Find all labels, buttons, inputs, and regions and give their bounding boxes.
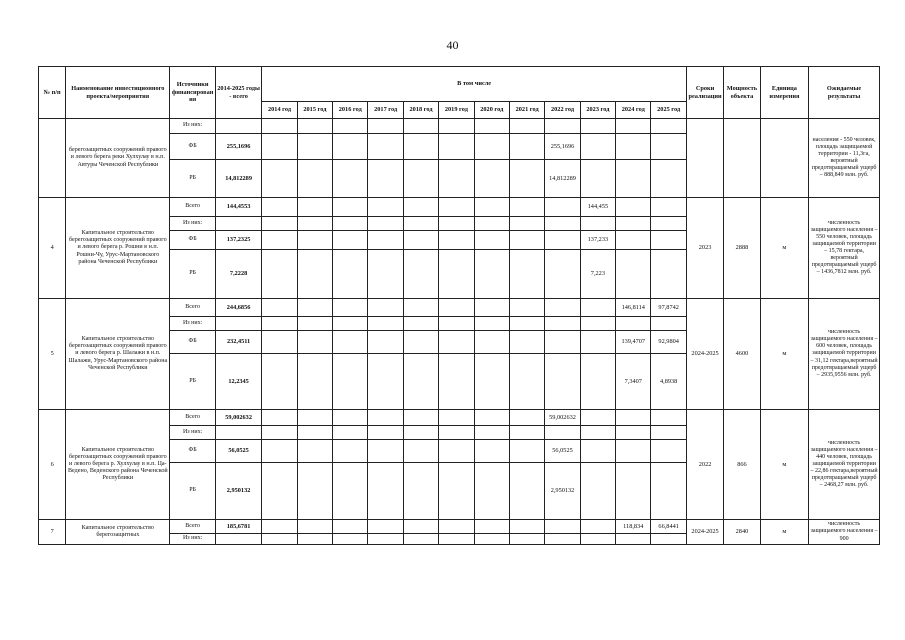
year-value: [474, 250, 509, 299]
total-value: 244,6856: [215, 299, 261, 317]
year-value: [545, 231, 580, 250]
year-value: [580, 317, 615, 331]
header-power: Мощность объекта: [724, 67, 760, 119]
year-value: [580, 134, 615, 160]
year-value: [262, 231, 297, 250]
year-value: 66,8441: [651, 520, 686, 534]
row-unit: м: [760, 299, 809, 410]
year-value: [439, 440, 474, 463]
header-year: 2015 год: [297, 102, 332, 119]
year-value: [545, 520, 580, 534]
row-power: 866: [724, 410, 760, 520]
year-value: [474, 217, 509, 231]
year-value: [333, 250, 368, 299]
total-value: 12,2345: [215, 354, 261, 410]
year-value: [439, 534, 474, 545]
year-value: [439, 463, 474, 520]
year-value: [474, 354, 509, 410]
funding-source: Из них:: [170, 217, 215, 231]
year-value: [474, 134, 509, 160]
year-value: [262, 410, 297, 426]
year-value: [403, 160, 438, 198]
row-power: 2888: [724, 198, 760, 299]
row-number: 6: [39, 410, 66, 520]
year-value: [333, 331, 368, 354]
total-value: [215, 217, 261, 231]
year-value: [439, 520, 474, 534]
header-year: 2018 год: [403, 102, 438, 119]
year-value: [580, 463, 615, 520]
total-value: [215, 426, 261, 440]
header-year: 2022 год: [545, 102, 580, 119]
year-value: [368, 426, 403, 440]
year-value: [474, 410, 509, 426]
header-term: Сроки реализации: [686, 67, 723, 119]
total-value: [215, 317, 261, 331]
year-value: [580, 354, 615, 410]
year-value: [474, 317, 509, 331]
funding-source: Всего: [170, 410, 215, 426]
year-value: [439, 119, 474, 134]
year-value: [333, 520, 368, 534]
year-value: [474, 534, 509, 545]
year-value: [580, 160, 615, 198]
year-value: [297, 534, 332, 545]
funding-source: ФБ: [170, 134, 215, 160]
year-value: [262, 331, 297, 354]
expected-results: населения - 550 человек, площадь защищаемой территории - 11,3га, вероятный предотвращаемый ущерб – 888,849 млн. руб.: [809, 119, 880, 198]
year-value: [297, 231, 332, 250]
year-value: 137,233: [580, 231, 615, 250]
row-number: 4: [39, 198, 66, 299]
year-value: [509, 250, 544, 299]
table-row: [39, 299, 880, 317]
total-value: [215, 534, 261, 545]
year-value: [297, 299, 332, 317]
year-value: [509, 198, 544, 217]
year-value: [439, 317, 474, 331]
header-year: 2014 год: [262, 102, 297, 119]
header-year: 2019 год: [439, 102, 474, 119]
year-value: [616, 198, 651, 217]
table-row: [39, 520, 880, 534]
year-value: [333, 160, 368, 198]
funding-source: РБ: [170, 463, 215, 520]
year-value: [509, 331, 544, 354]
year-value: [474, 198, 509, 217]
year-value: [509, 426, 544, 440]
year-value: [580, 410, 615, 426]
total-value: [215, 119, 261, 134]
row-power: 2840: [724, 520, 760, 545]
year-value: [297, 426, 332, 440]
year-value: [580, 331, 615, 354]
year-value: 255,1696: [545, 134, 580, 160]
year-value: [297, 520, 332, 534]
funding-source: РБ: [170, 354, 215, 410]
year-value: [439, 231, 474, 250]
year-value: [368, 440, 403, 463]
year-value: 4,8938: [651, 354, 686, 410]
year-value: [262, 520, 297, 534]
year-value: 7,223: [580, 250, 615, 299]
year-value: [368, 198, 403, 217]
year-value: [403, 299, 438, 317]
year-value: [616, 134, 651, 160]
year-value: [333, 354, 368, 410]
year-value: [297, 217, 332, 231]
header-name: Наименование инвестиционного проекта/мероприятия: [66, 67, 170, 119]
funding-source: ФБ: [170, 231, 215, 250]
year-value: [368, 299, 403, 317]
year-value: [616, 119, 651, 134]
year-value: [333, 198, 368, 217]
year-value: [297, 410, 332, 426]
year-value: [545, 534, 580, 545]
funding-source: РБ: [170, 160, 215, 198]
year-value: [262, 119, 297, 134]
funding-source: РБ: [170, 250, 215, 299]
year-value: [616, 217, 651, 231]
year-value: [333, 231, 368, 250]
year-value: [297, 331, 332, 354]
year-value: [651, 440, 686, 463]
year-value: [616, 160, 651, 198]
year-value: [474, 299, 509, 317]
year-value: [403, 440, 438, 463]
header-year: 2024 год: [616, 102, 651, 119]
total-value: 185,6781: [215, 520, 261, 534]
year-value: [403, 410, 438, 426]
expected-results: численность защищаемого населения – 440 человек, площадь защищаемой территории – 22,86 гектара,вероятный предотвращаемый ущерб – 2468,27 млн. руб.: [809, 410, 880, 520]
header-total: 2014-2025 годы - всего: [215, 67, 261, 119]
year-value: [368, 119, 403, 134]
year-value: [297, 198, 332, 217]
year-value: [651, 119, 686, 134]
year-value: [297, 160, 332, 198]
investment-table: [38, 66, 880, 545]
funding-source: Всего: [170, 198, 215, 217]
year-value: [474, 119, 509, 134]
year-value: [509, 410, 544, 426]
year-value: [262, 160, 297, 198]
year-value: [509, 520, 544, 534]
year-value: [439, 250, 474, 299]
header-num: № п/п: [39, 67, 66, 119]
year-value: [262, 299, 297, 317]
year-value: [439, 331, 474, 354]
year-value: [403, 463, 438, 520]
year-value: [297, 119, 332, 134]
year-value: [333, 440, 368, 463]
year-value: [545, 317, 580, 331]
year-value: [651, 134, 686, 160]
row-term: 2022: [686, 410, 723, 520]
year-value: [580, 520, 615, 534]
year-value: [474, 463, 509, 520]
year-value: [439, 134, 474, 160]
year-value: [474, 520, 509, 534]
year-value: [439, 160, 474, 198]
year-value: [333, 217, 368, 231]
year-value: [262, 217, 297, 231]
year-value: [439, 410, 474, 426]
year-value: [509, 119, 544, 134]
year-value: 97,8742: [651, 299, 686, 317]
year-value: [262, 354, 297, 410]
year-value: [616, 534, 651, 545]
row-number: 5: [39, 299, 66, 410]
total-value: 255,1696: [215, 134, 261, 160]
year-value: 139,4707: [616, 331, 651, 354]
year-value: [262, 317, 297, 331]
year-value: [580, 299, 615, 317]
year-value: [368, 231, 403, 250]
year-value: [403, 331, 438, 354]
year-value: [439, 426, 474, 440]
year-value: [403, 426, 438, 440]
year-value: [297, 463, 332, 520]
year-value: [368, 250, 403, 299]
year-value: [403, 354, 438, 410]
header-results: Ожидаемые результаты: [809, 67, 880, 119]
year-value: [545, 331, 580, 354]
year-value: [509, 534, 544, 545]
year-value: [651, 160, 686, 198]
year-value: [439, 354, 474, 410]
year-value: 56,0525: [545, 440, 580, 463]
row-term: 2024-2025: [686, 299, 723, 410]
year-value: 14,812289: [545, 160, 580, 198]
row-power: 4600: [724, 299, 760, 410]
project-name: Капитальное строительство берегозащитных сооружений правого и левого берега р. Шалажи в н.п. Шалажи, Урус-Мартановского района Чеченской Республики: [66, 299, 170, 410]
total-value: 232,4511: [215, 331, 261, 354]
page-number: 40: [446, 38, 459, 52]
year-value: 144,455: [580, 198, 615, 217]
year-value: [616, 440, 651, 463]
year-value: [368, 463, 403, 520]
year-value: [333, 317, 368, 331]
year-value: [580, 426, 615, 440]
year-value: [474, 231, 509, 250]
row-power: [724, 119, 760, 198]
total-value: 2,950132: [215, 463, 261, 520]
total-value: 14,812289: [215, 160, 261, 198]
year-value: [545, 426, 580, 440]
row-number: [39, 119, 66, 198]
year-value: [368, 331, 403, 354]
year-value: [368, 520, 403, 534]
header-year: 2016 год: [333, 102, 368, 119]
project-name: Капитальное строительство берегозащитных сооружений правого и левого берега р. Хулхулау в н.п. Ца-Ведено, Веденского района Чеченской Республики: [66, 410, 170, 520]
year-value: [474, 440, 509, 463]
year-value: [368, 534, 403, 545]
year-value: [297, 440, 332, 463]
year-value: [651, 410, 686, 426]
year-value: [403, 520, 438, 534]
year-value: [651, 250, 686, 299]
year-value: [262, 534, 297, 545]
funding-source: Всего: [170, 520, 215, 534]
year-value: [368, 354, 403, 410]
year-value: 59,002632: [545, 410, 580, 426]
year-value: [651, 534, 686, 545]
row-unit: [760, 119, 809, 198]
year-value: [333, 410, 368, 426]
year-value: [580, 217, 615, 231]
year-value: [403, 198, 438, 217]
year-value: [403, 250, 438, 299]
funding-source: Всего: [170, 299, 215, 317]
header-year: 2017 год: [368, 102, 403, 119]
year-value: 146,8114: [616, 299, 651, 317]
year-value: [616, 250, 651, 299]
header-unit: Единица измерения: [760, 67, 809, 119]
year-value: [509, 231, 544, 250]
year-value: [297, 134, 332, 160]
row-term: 2024-2025: [686, 520, 723, 545]
year-value: [439, 198, 474, 217]
expected-results: численность защищаемого населения – 550 человек, площадь защищаемой территории – 15,78 гектара, вероятный предотвращаемый ущерб – 1436,7812 млн. руб.: [809, 198, 880, 299]
year-value: [262, 463, 297, 520]
year-value: [403, 119, 438, 134]
year-value: [368, 317, 403, 331]
year-value: [403, 134, 438, 160]
year-value: 118,834: [616, 520, 651, 534]
total-value: 144,4553: [215, 198, 261, 217]
year-value: [616, 317, 651, 331]
header-year: 2025 год: [651, 102, 686, 119]
year-value: [262, 198, 297, 217]
year-value: [403, 217, 438, 231]
funding-source: Из них:: [170, 426, 215, 440]
row-term: [686, 119, 723, 198]
year-value: [651, 231, 686, 250]
year-value: [509, 354, 544, 410]
year-value: [545, 198, 580, 217]
funding-source: Из них:: [170, 534, 215, 545]
year-value: [616, 426, 651, 440]
year-value: [545, 250, 580, 299]
header-year: 2021 год: [509, 102, 544, 119]
year-value: [333, 119, 368, 134]
year-value: [368, 134, 403, 160]
header-incl: В том числе: [262, 67, 687, 102]
row-unit: м: [760, 520, 809, 545]
year-value: [439, 299, 474, 317]
year-value: [262, 250, 297, 299]
row-number: 7: [39, 520, 66, 545]
year-value: [403, 534, 438, 545]
year-value: [509, 440, 544, 463]
year-value: [368, 160, 403, 198]
year-value: [545, 217, 580, 231]
year-value: [509, 134, 544, 160]
year-value: [333, 534, 368, 545]
year-value: [297, 354, 332, 410]
year-value: [509, 217, 544, 231]
year-value: [439, 217, 474, 231]
year-value: [651, 217, 686, 231]
year-value: [651, 317, 686, 331]
year-value: [616, 463, 651, 520]
funding-source: ФБ: [170, 331, 215, 354]
year-value: [333, 299, 368, 317]
expected-results: численность защищаемого населения – 600 человек, площадь защищаемой территории – 31,12 гектара,вероятный предотвращаемый ущерб – 2935,9556 млн. руб.: [809, 299, 880, 410]
table-row: [39, 410, 880, 426]
year-value: [262, 426, 297, 440]
expected-results: численность защищаемого населения – 900: [809, 520, 880, 545]
year-value: [297, 250, 332, 299]
year-value: [616, 410, 651, 426]
year-value: [333, 463, 368, 520]
year-value: [580, 119, 615, 134]
project-name: берегозащитных сооружений правого и левого берега реки Хулхулау в н.п. Автуры Чеченской Республики: [66, 119, 170, 198]
year-value: [651, 198, 686, 217]
year-value: [262, 440, 297, 463]
funding-source: Из них:: [170, 119, 215, 134]
year-value: [509, 299, 544, 317]
project-name: Капитальное строительство берегозащитных: [66, 520, 170, 545]
year-value: [580, 534, 615, 545]
year-value: [474, 160, 509, 198]
year-value: [509, 317, 544, 331]
year-value: [545, 119, 580, 134]
year-value: 7,3407: [616, 354, 651, 410]
year-value: [580, 440, 615, 463]
year-value: [651, 463, 686, 520]
year-value: [368, 217, 403, 231]
year-value: [333, 426, 368, 440]
total-value: 7,2228: [215, 250, 261, 299]
table-row: [39, 198, 880, 217]
row-term: 2023: [686, 198, 723, 299]
row-unit: м: [760, 410, 809, 520]
year-value: 2,950132: [545, 463, 580, 520]
year-value: [509, 160, 544, 198]
year-value: [509, 463, 544, 520]
project-name: Капитальное строительство берегозащитных сооружений правого и левого берега р. Рошни в н.п. Рошни-Чу, Урус-Мартановского района Чеченской Республики: [66, 198, 170, 299]
year-value: [368, 410, 403, 426]
header-source: Источники финансирования: [170, 67, 215, 119]
total-value: 59,002632: [215, 410, 261, 426]
total-value: 137,2325: [215, 231, 261, 250]
header-year: 2020 год: [474, 102, 509, 119]
year-value: [333, 134, 368, 160]
year-value: [297, 317, 332, 331]
total-value: 56,0525: [215, 440, 261, 463]
header-year: 2023 год: [580, 102, 615, 119]
year-value: [403, 231, 438, 250]
year-value: [403, 317, 438, 331]
year-value: [474, 426, 509, 440]
year-value: [545, 354, 580, 410]
year-value: [651, 426, 686, 440]
funding-source: ФБ: [170, 440, 215, 463]
funding-source: Из них:: [170, 317, 215, 331]
year-value: [262, 134, 297, 160]
year-value: [545, 299, 580, 317]
year-value: 92,9804: [651, 331, 686, 354]
year-value: [474, 331, 509, 354]
year-value: [616, 231, 651, 250]
row-unit: м: [760, 198, 809, 299]
table-row: [39, 119, 880, 134]
